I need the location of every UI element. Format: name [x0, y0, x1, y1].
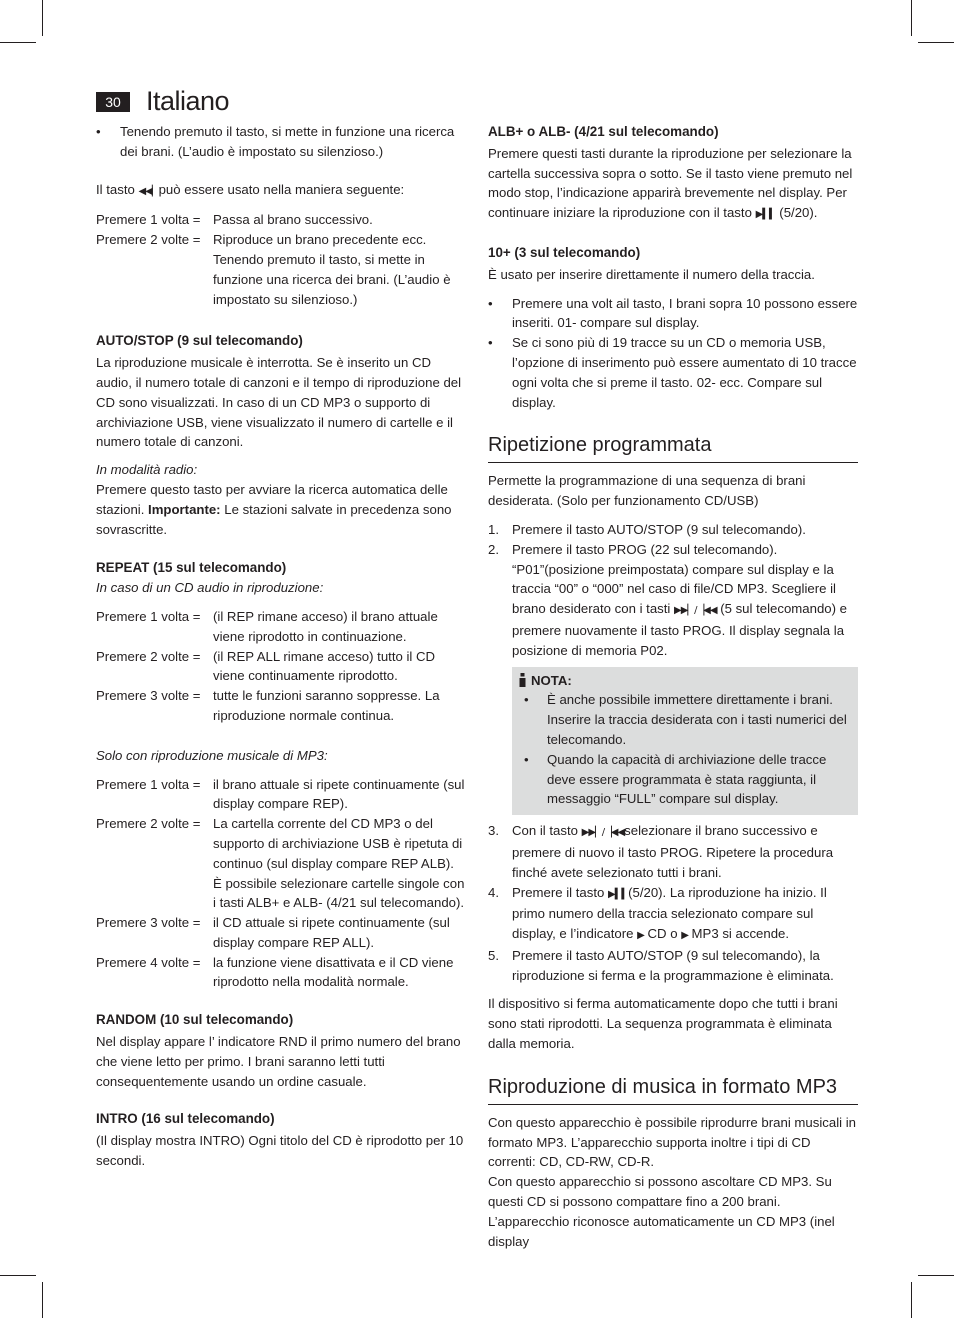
- paragraph: [96, 480, 466, 539]
- list-item: [488, 540, 858, 661]
- text: Premere questi tasti durante la riproduzione per selezionare la cartella successiva sopra o sotto. Se il tasto viene premuto nel modo stop, l’indicazione apparirà brevemente nel display. Per continuare iniziare la riproduzione con il tasto: [488, 145, 853, 221]
- paragraph: Con questo apparecchio è possibile riprodurre brani musicali in formato MP3. L’apparecchio supporta inoltre i tipi di CD correnti: CD, CD-RW, CD-R.: [488, 1114, 856, 1170]
- list-item-text: Se ci sono più di 19 tracce su un CD o memoria USB, l’opzione di inserimento può essere aumentato di 10 tracce ogni volta che si preme il tasto. 02- ecc. Compare sul display.: [512, 335, 857, 410]
- italic-subheading: In modalità radio:: [96, 462, 198, 478]
- text: Il tasto: [96, 181, 139, 197]
- text: MP3 si accende.: [687, 926, 790, 942]
- crop-mark: [0, 42, 36, 43]
- press-key: Premere 2 volte =: [96, 816, 201, 832]
- list-number: 3.: [488, 823, 499, 839]
- list-item: [488, 883, 858, 946]
- press-row: [96, 210, 466, 230]
- skip-forward-back-icon: ▶▶▏/▕◀◀: [674, 605, 717, 617]
- list-item: [518, 750, 850, 809]
- bullet: •: [488, 295, 493, 311]
- list-item: [488, 520, 858, 540]
- text: selezionare il brano successivo e premere di nuovo il tasto PROG. Ripetere la procedura finché avete selezionato tutti i brani.: [512, 823, 834, 880]
- text: Con il tasto: [512, 823, 582, 839]
- list-item-text: Premere il tasto AUTO/STOP (9 sul telecomando).: [512, 521, 806, 537]
- press-key: Premere 1 volta =: [96, 608, 201, 624]
- press-row: [96, 647, 466, 687]
- press-row: [96, 230, 466, 309]
- text: Premere il tasto PROG (22 sul telecomando). “P01”(posizione preimpostata) compare sul display e la traccia “00” o “000” nel caso di file/CD MP3. Scegliere il brano desiderato con i tasti: [512, 541, 836, 617]
- crop-mark: [0, 1275, 36, 1276]
- press-value: La cartella corrente del CD MP3 o del supporto di archiviazione USB è ripetuta di continuo (sul display compare REP ALB). È possibile selezionare cartelle singole con i tasti ALB+ e ALB- (4/21 sul telecomando).: [213, 816, 465, 911]
- text: può essere usato nella maniera seguente:: [158, 181, 405, 197]
- list-number: 1.: [488, 521, 499, 537]
- play-icon: ▶: [681, 930, 688, 942]
- paragraph: Con questo apparecchio si possono ascoltare CD MP3. Su questi CD si possono compattare fino a 200 brani. L’apparecchio riconosce automaticamente un CD MP3 (inel display: [488, 1174, 835, 1249]
- play-pause-icon: ▶▍▍: [608, 888, 629, 900]
- press-row: [96, 686, 466, 726]
- paragraph: [488, 144, 858, 225]
- info-icon: [518, 673, 527, 687]
- list-item: [518, 690, 850, 749]
- press-key: Premere 2 volte =: [96, 232, 201, 248]
- crop-mark: [918, 1275, 954, 1276]
- left-column: [96, 122, 466, 1171]
- press-value: il CD attuale si ripete continuamente (sul display compare REP ALL).: [213, 915, 450, 950]
- paragraph: [96, 180, 466, 202]
- press-value: Riproduce un brano precedente ecc. Tenendo premuto il tasto, si mette in funzione una ricerca dei brani. (L’audio è impostato su silenzioso.): [213, 232, 451, 307]
- text: (5 sul telecomando) e premere nuovamente il tasto PROG. Il display segnala la posizione di memoria P02.: [512, 601, 848, 658]
- text: (5/20). La riproduzione ha inizio. Il primo numero della traccia selezionato compare sul display, e l’indicatore: [512, 884, 827, 942]
- text: Le stazioni salvate in precedenza sono sovrascritte.: [96, 501, 452, 537]
- press-row: [96, 814, 466, 913]
- play-icon: ▶: [637, 930, 644, 942]
- paragraph: Permette la programmazione di una sequenza di brani desiderata. (Solo per funzionamento CD/USB): [488, 473, 806, 509]
- list-item: [488, 821, 858, 882]
- bold-text: Importante:: [148, 501, 221, 517]
- list-number: 2.: [488, 541, 499, 557]
- text: CD o: [643, 926, 682, 942]
- section-title: Ripetizione programmata: [488, 432, 858, 463]
- list-item: [488, 946, 858, 986]
- section-heading: RANDOM (10 sul telecomando): [96, 1012, 294, 1028]
- crop-mark: [911, 0, 912, 36]
- text: Premere questo tasto per avviare la ricerca automatica delle stazioni.: [96, 481, 448, 517]
- press-row: [96, 607, 466, 647]
- text: (5/20).: [775, 205, 818, 221]
- paragraph: (Il display mostra INTRO) Ogni titolo del CD è riprodotto per 10 secondi.: [96, 1133, 464, 1169]
- press-value: il brano attuale si ripete continuamente (sul display compare REP).: [213, 776, 465, 812]
- press-value: la funzione viene disattivata e il CD viene riprodotto nella modalità normale.: [213, 954, 454, 990]
- note-box: [512, 667, 858, 816]
- section-heading: 10+ (3 sul telecomando): [488, 244, 641, 260]
- press-key: Premere 4 volte =: [96, 954, 201, 970]
- press-value: Passa al brano successivo.: [213, 212, 373, 228]
- list-item-text: Premere una volt ail tasto, I brani sopra 10 possono essere inseriti. 01- compare sul display.: [512, 295, 858, 331]
- press-key: Premere 3 volte =: [96, 688, 201, 704]
- paragraph: La riproduzione musicale è interrotta. Se è inserito un CD audio, il numero totale di canzoni e il tempo di riproduzione del CD sono visualizzati. In caso di un CD MP3 o supporto di archiviazione USB, viene visualizzato il numero di cartelle e il numero totale di canzoni.: [96, 355, 462, 450]
- crop-mark: [918, 42, 954, 43]
- press-value: (il REP ALL rimane acceso) tutto il CD viene continuamente riprodotto.: [213, 648, 436, 684]
- section-heading: REPEAT (15 sul telecomando): [96, 560, 287, 576]
- section-heading: INTRO (16 sul telecomando): [96, 1111, 275, 1127]
- page-title: Italiano: [146, 86, 230, 116]
- skip-back-icon: ◀◀▏: [138, 185, 159, 197]
- italic-subheading: Solo con riproduzione musicale di MP3:: [96, 747, 328, 763]
- paragraph: È usato per inserire direttamente il numero della traccia.: [488, 266, 815, 282]
- right-column: [488, 122, 858, 1251]
- bullet: •: [524, 692, 529, 708]
- list-item: [488, 294, 858, 334]
- list-item-text: Tenendo premuto il tasto, si mette in funzione una ricerca dei brani. (L’audio è impostato su silenzioso.): [120, 124, 455, 159]
- list-item: [96, 122, 466, 162]
- italic-subheading: In caso di un CD audio in riproduzione:: [96, 580, 324, 596]
- list-item-text: Quando la capacità di archiviazione delle tracce deve essere programmata è stata raggiunta, il messaggio “FULL” compare sul display.: [547, 751, 827, 807]
- section-heading: ALB+ o ALB- (4/21 sul telecomando): [488, 124, 719, 139]
- press-key: Premere 3 volte =: [96, 915, 201, 931]
- play-pause-icon: ▶▍▍: [755, 209, 776, 221]
- crop-mark: [911, 1282, 912, 1318]
- paragraph: Nel display appare l’ indicatore RND il primo numero del brano che viene letto per primo. I brani saranno letti tutti consequentemente usando un ordine casuale.: [96, 1034, 461, 1089]
- list-number: 5.: [488, 947, 499, 963]
- press-row: [96, 953, 466, 993]
- press-value: tutte le funzioni saranno soppresse. La riproduzione normale continua.: [213, 688, 440, 723]
- bullet: •: [488, 335, 493, 351]
- skip-forward-back-icon: ▶▶▏/▕◀◀: [581, 827, 625, 839]
- note-label: NOTA:: [531, 672, 572, 688]
- crop-mark: [42, 1282, 43, 1318]
- page-number: 30: [96, 92, 130, 112]
- press-row: [96, 775, 466, 815]
- text: Premere il tasto: [512, 884, 609, 900]
- press-key: Premere 1 volta =: [96, 212, 201, 228]
- press-key: Premere 2 volte =: [96, 648, 201, 664]
- section-heading: AUTO/STOP (9 sul telecomando): [96, 333, 303, 349]
- press-key: Premere 1 volta =: [96, 776, 201, 792]
- press-row: [96, 913, 466, 953]
- list-number: 4.: [488, 884, 499, 900]
- bullet: •: [524, 751, 529, 767]
- paragraph: Il dispositivo si ferma automaticamente dopo che tutti i brani sono stati riprodotti. La sequenza programmata è eliminata dalla memoria.: [488, 996, 838, 1052]
- section-title: Riproduzione di musica in formato MP3: [488, 1074, 858, 1105]
- press-value: (il REP rimane acceso) il brano attuale viene riprodotto in continuazione.: [213, 608, 438, 644]
- list-item-text: Premere il tasto AUTO/STOP (9 sul telecomando), la riproduzione si ferma e la programmazione è eliminata.: [512, 947, 834, 983]
- crop-mark: [42, 0, 43, 36]
- bullet: •: [96, 124, 101, 139]
- list-item: [488, 333, 858, 412]
- list-item-text: È anche possibile immettere direttamente i brani. Inserire la traccia desiderata con i tasti numerici del telecomando.: [547, 692, 847, 747]
- note-heading: [518, 671, 850, 691]
